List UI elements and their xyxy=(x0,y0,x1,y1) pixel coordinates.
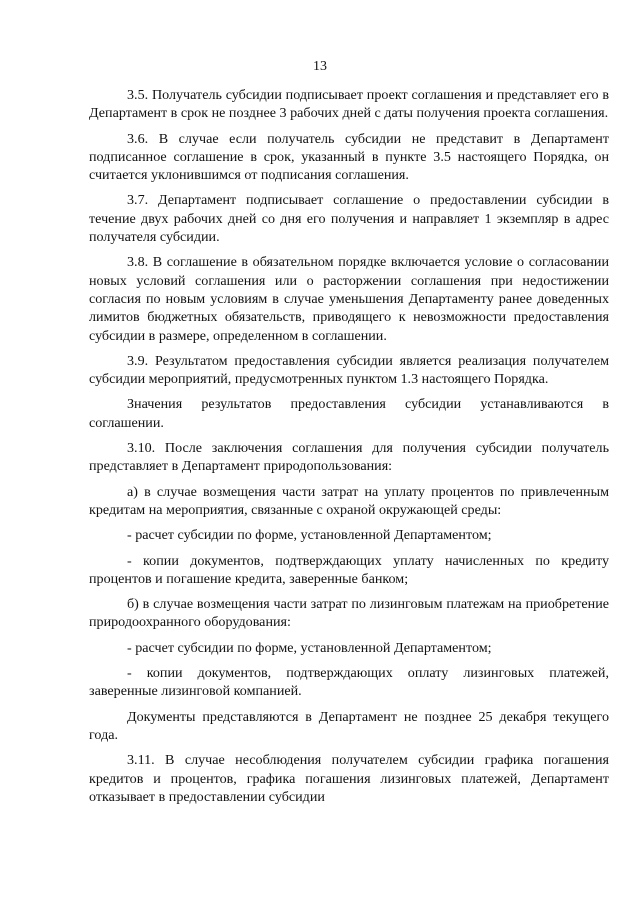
list-item-subsidy-calculation-b: - расчет субсидии по форме, установленной Департаментом; xyxy=(127,639,492,656)
paragraph-documents-deadline: Документы представляются в Департамент не позднее 25 декабря текущего года. xyxy=(89,708,609,743)
document-body xyxy=(89,86,609,813)
paragraph-3-10-b: б) в случае возмещения части затрат по лизинговым платежам на приобретение природоохранного оборудования: xyxy=(89,596,609,631)
list-item-credit-documents: - копии документов, подтверждающих уплату начисленных по кредиту процентов и погашение кредита, заверенные банком; xyxy=(89,552,609,587)
paragraph-3-8: 3.8. В соглашение в обязательном порядке включается условие о согласовании новых условий соглашения или о расторжении соглашения при недостижении согласия по новым условиям в случае уменьшения Департаменту ранее доведенных лимитов бюджетных обязательств, приводящего к невозможности предоставления субсидии в размере, определенном в соглашении. xyxy=(89,254,609,344)
paragraph-results-values: Значения результатов предоставления субсидии устанавливаются в соглашении. xyxy=(89,396,609,431)
list-item-subsidy-calculation-a: - расчет субсидии по форме, установленной Департаментом; xyxy=(127,527,492,544)
paragraph-3-10: 3.10. После заключения соглашения для получения субсидии получатель представляет в Департамент природопользования: xyxy=(89,440,609,475)
page-number: 13 xyxy=(313,59,327,74)
list-item-leasing-documents: - копии документов, подтверждающих оплату лизинговых платежей, заверенные лизинговой компанией. xyxy=(89,665,609,700)
paragraph-3-5: 3.5. Получатель субсидии подписывает проект соглашения и представляет его в Департамент в срок не позднее 3 рабочих дней с даты получения проекта соглашения. xyxy=(89,87,609,122)
paragraph-3-9: 3.9. Результатом предоставления субсидии является реализация получателем субсидии мероприятий, предусмотренных пунктом 1.3 настоящего Порядка. xyxy=(89,352,609,388)
paragraph-3-7: 3.7. Департамент подписывает соглашение о предоставлении субсидии в течение двух рабочих дней со дня его получения и направляет 1 экземпляр в адрес получателя субсидии. xyxy=(89,192,609,246)
paragraph-3-11: 3.11. В случае несоблюдения получателем субсидии графика погашения кредитов и процентов, графика погашения лизинговых платежей, Департамент отказывает в предоставлении субсидии xyxy=(89,752,609,805)
paragraph-3-10-a: а) в случае возмещения части затрат на уплату процентов по привлеченным кредитам на мероприятия, связанные с охраной окружающей среды: xyxy=(89,483,609,518)
paragraph-3-6: 3.6. В случае если получатель субсидии не представит в Департамент подписанное соглашение в срок, указанный в пункте 3.5 настоящего Порядка, он считается уклонившимся от подписания соглашения. xyxy=(89,130,609,184)
